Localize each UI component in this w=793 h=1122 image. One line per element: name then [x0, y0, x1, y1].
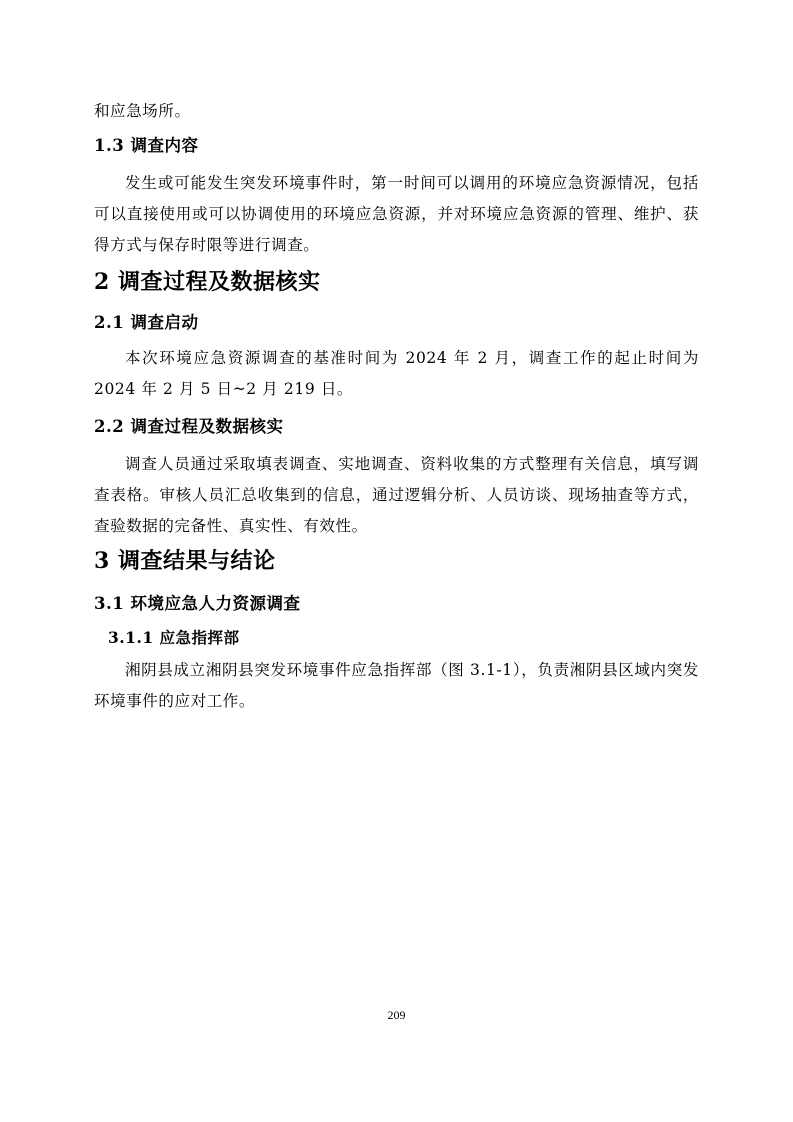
section-1-3-paragraph: 发生或可能发生突发环境事件时，第一时间可以调用的环境应急资源情况，包括可以直接使用或可以协调使用的环境应急资源，并对环境应急资源的管理、维护、获得方式与保存时限等进行调查。: [94, 174, 699, 254]
continuation-paragraph: 和应急场所。: [94, 102, 191, 120]
chapter-heading-3: 3 调查结果与结论: [94, 548, 276, 574]
section-2-2-paragraph: 调查人员通过采取填表调查、实地调查、资料收集的方式整理有关信息，填写调查表格。审核人员汇总收集到的信息，通过逻辑分析、人员访谈、现场抽查等方式，查验数据的完备性、真实性、有效性。: [94, 455, 699, 535]
section-heading-3-1: 3.1 环境应急人力资源调查: [94, 594, 301, 613]
section-2-1-paragraph: 本次环境应急资源调查的基准时间为 2024 年 2 月，调查工作的起止时间为 2024 年 2 月 5 日~2 月 219 日。: [94, 349, 699, 398]
section-heading-2-2: 2.2 调查过程及数据核实: [94, 417, 284, 436]
section-heading-1-3: 1.3 调查内容: [94, 136, 199, 155]
subsection-3-1-1-paragraph: 湘阴县成立湘阴县突发环境事件应急指挥部（图 3.1-1），负责湘阴县区域内突发环境事件的应对工作。: [94, 661, 699, 710]
subsection-heading-3-1-1: 3.1.1 应急指挥部: [108, 628, 240, 647]
page-number: 209: [387, 1008, 406, 1022]
chapter-heading-2: 2 调查过程及数据核实: [94, 269, 321, 295]
section-heading-2-1: 2.1 调查启动: [94, 313, 199, 332]
